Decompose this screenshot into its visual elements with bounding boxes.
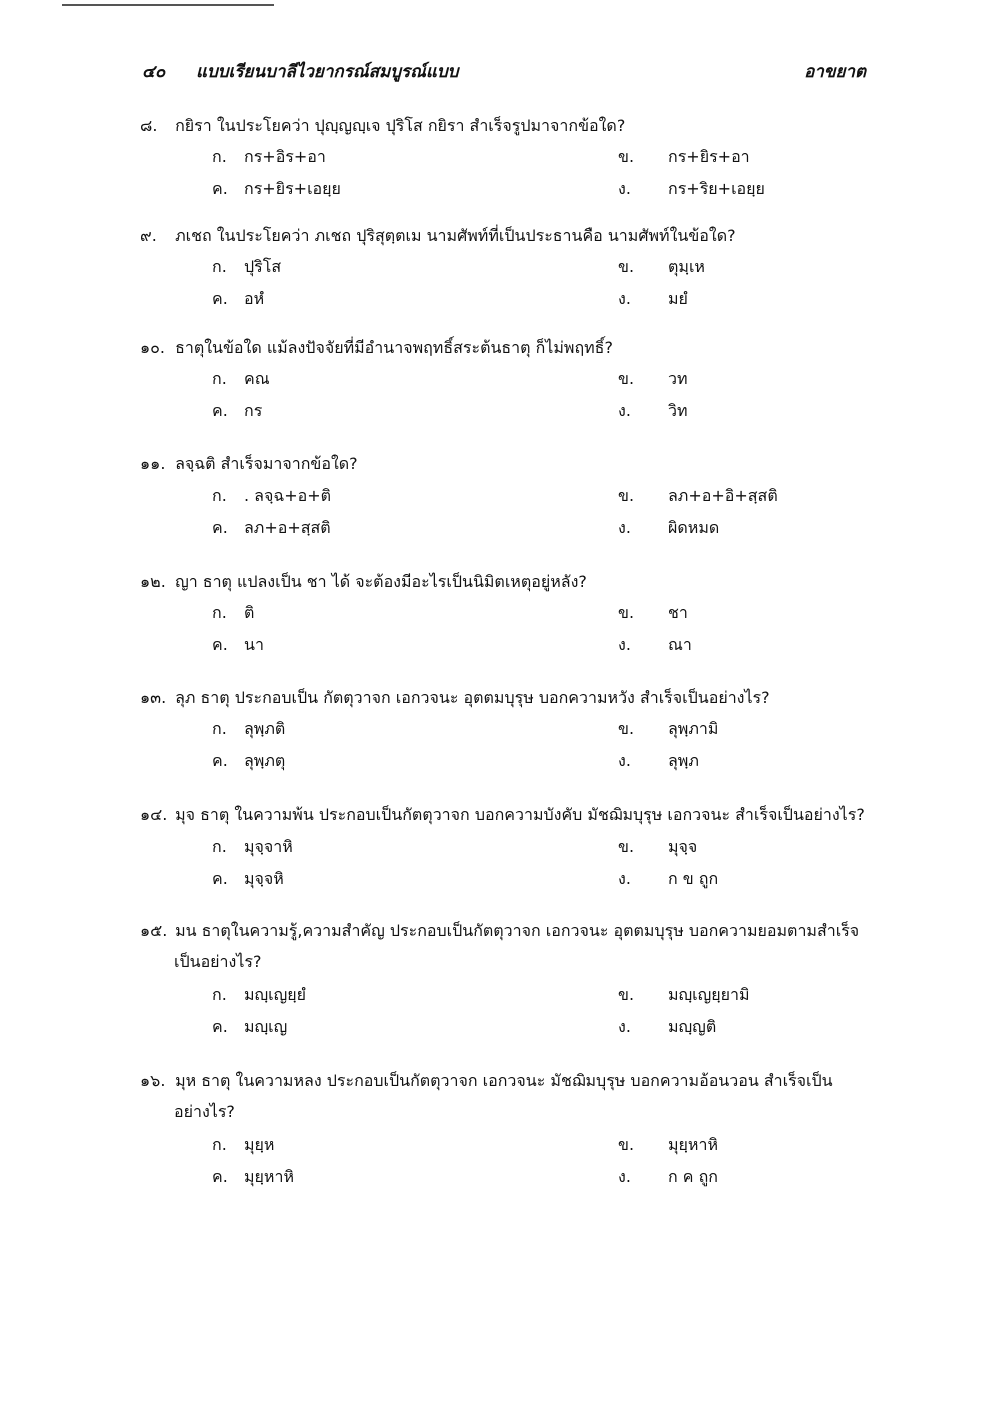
option-a (212, 1129, 274, 1161)
option-d (618, 1161, 718, 1193)
option-text: มญฺเญยฺยามิ (668, 985, 750, 1004)
question-continuation: เป็นอย่างไร? (174, 952, 262, 971)
option-text: ลุพฺภติ (244, 719, 286, 738)
question-text (140, 566, 860, 598)
option-d (618, 629, 692, 661)
option-text: มญฺเญ (244, 1017, 288, 1036)
option-b (618, 1129, 718, 1161)
option-text: มุจฺจาหิ (244, 837, 293, 856)
option-text: ลภ+อ+อิ+สฺสติ (668, 486, 778, 505)
option-text: กร+ยิร+อา (668, 147, 750, 166)
option-label: ง. (618, 518, 631, 537)
option-text: นา (244, 635, 264, 654)
option-text: ลุพฺภตุ (244, 751, 286, 770)
option-c (212, 173, 341, 205)
option-text: กร+อิร+อา (244, 147, 326, 166)
option-label: ก. (212, 603, 227, 622)
option-a (212, 251, 281, 283)
option-label: ง. (618, 635, 631, 654)
option-text: ลุพฺภามิ (668, 719, 719, 738)
book-title: แบบเรียนบาลีไวยากรณ์สมบูรณ์แบบ (196, 62, 459, 82)
option-label: ข. (618, 719, 635, 738)
option-label: ง. (618, 751, 631, 770)
page-number: ๔๐ (142, 62, 166, 82)
option-label: ค. (212, 401, 228, 420)
option-label: ค. (212, 179, 228, 198)
option-d (618, 745, 699, 777)
option-label: ง. (618, 1017, 631, 1036)
question-continuation: อย่างไร? (174, 1102, 235, 1121)
option-b (618, 363, 688, 395)
option-text: กร+ยิร+เอยฺย (244, 179, 341, 198)
option-text: มุจฺจ (668, 837, 698, 856)
option-text: มุจฺจหิ (244, 869, 284, 888)
option-d (618, 283, 688, 315)
option-label: ก. (212, 147, 227, 166)
option-text: มุยฺหาหิ (244, 1167, 294, 1186)
option-text: วิท (668, 401, 688, 420)
option-text: ก ค ถูก (668, 1167, 718, 1186)
option-label: ง. (618, 289, 631, 308)
option-label: ก. (212, 985, 227, 1004)
option-label: ค. (212, 289, 228, 308)
option-text: มญฺเญยฺยํ (244, 985, 307, 1004)
question-number: ๑๒. (140, 572, 166, 591)
question-number: ๙. (140, 226, 157, 245)
option-label: ง. (618, 1167, 631, 1186)
option-c (212, 1011, 287, 1043)
question-number: ๑๐. (140, 338, 166, 357)
question-text (140, 448, 860, 480)
option-b (618, 480, 778, 512)
option-label: ข. (618, 147, 635, 166)
option-d (618, 173, 765, 205)
question-text (140, 799, 865, 831)
option-d (618, 863, 718, 895)
option-label: ง. (618, 179, 631, 198)
option-c (212, 512, 331, 544)
option-label: ค. (212, 518, 228, 537)
option-text: ณา (668, 635, 692, 654)
option-text: ชา (668, 603, 688, 622)
option-text: มุยฺหาหิ (668, 1135, 718, 1154)
question-prompt: มน ธาตุในความรู้,ความสำคัญ ประกอบเป็นกัตตุวาจก เอกวจนะ อุตตมบุรุษ บอกความยอมตามสำเร็จ (175, 921, 860, 940)
option-label: ค. (212, 635, 228, 654)
option-c (212, 395, 262, 427)
option-text: มยํ (668, 289, 688, 308)
option-b (618, 251, 705, 283)
question-text (140, 915, 860, 947)
option-label: ก. (212, 719, 227, 738)
option-b (618, 141, 750, 173)
option-text: มญฺญติ (668, 1017, 717, 1036)
option-text: ติ (244, 603, 255, 622)
option-label: ง. (618, 869, 631, 888)
option-text: ปุริโส (244, 257, 282, 276)
question-text (140, 332, 860, 364)
question-prompt: ลจฺฉติ สำเร็จมาจากข้อใด? (175, 454, 358, 473)
option-a (212, 713, 285, 745)
chapter-title: อาขยาต (804, 62, 866, 82)
option-text: ก ข ถูก (668, 869, 719, 888)
question-number: ๑๖. (140, 1071, 166, 1090)
option-text: มุยฺห (244, 1135, 275, 1154)
question-prompt: มุห ธาตุ ในความหลง ประกอบเป็นกัตตุวาจก เอกวจนะ มัชฌิมบุรุษ บอกความอ้อนวอน สำเร็จเป็น (175, 1071, 833, 1090)
option-label: ค. (212, 869, 228, 888)
option-label: ค. (212, 1017, 228, 1036)
option-label: ข. (618, 369, 635, 388)
option-text: . ลจฺฉ+อ+ติ (244, 486, 332, 505)
option-label: ข. (618, 603, 635, 622)
option-a (212, 480, 331, 512)
question-text (140, 220, 860, 252)
option-d (618, 1011, 716, 1043)
option-b (618, 979, 750, 1011)
question-text (140, 682, 860, 714)
question-text (140, 1065, 860, 1097)
option-d (618, 512, 719, 544)
option-label: ง. (618, 401, 631, 420)
option-label: ก. (212, 486, 227, 505)
option-text: ผิดหมด (668, 518, 720, 537)
option-c (212, 745, 285, 777)
question-prompt: ภเชถ ในประโยคว่า ภเชถ ปุริสุตฺตเม นามศัพท์ที่เป็นประธานคือ นามศัพท์ในข้อใด? (175, 226, 736, 245)
option-label: ข. (618, 837, 635, 856)
option-c (212, 863, 284, 895)
option-label: ก. (212, 1135, 227, 1154)
question-prompt: มุจ ธาตุ ในความพ้น ประกอบเป็นกัตตุวาจก บอกความบังคับ มัชฌิมบุรุษ เอกวจนะ สำเร็จเป็นอย่างไร? (175, 805, 865, 824)
option-label: ค. (212, 1167, 228, 1186)
option-label: ข. (618, 1135, 635, 1154)
option-text: อหํ (244, 289, 265, 308)
question-number: ๘. (140, 116, 158, 135)
top-rule (62, 4, 274, 6)
question-number: ๑๓. (140, 688, 167, 707)
question-prompt: ธาตุในข้อใด แม้ลงปัจจัยที่มีอำนาจพฤทธิ์สระต้นธาตุ ก็ไม่พฤทธิ์? (175, 338, 613, 357)
option-a (212, 831, 293, 863)
option-a (212, 979, 306, 1011)
option-c (212, 283, 264, 315)
option-b (618, 831, 697, 863)
option-a (212, 363, 270, 395)
option-text: วท (668, 369, 688, 388)
question-prompt: กยิรา ในประโยคว่า ปุญฺญญฺเจ ปุริโส กยิรา สำเร็จรูปมาจากข้อใด? (175, 116, 626, 135)
option-text: ลุพฺภ (668, 751, 699, 770)
option-text: ตุมฺเห (668, 257, 705, 276)
option-a (212, 141, 326, 173)
option-label: ข. (618, 985, 635, 1004)
option-label: ค. (212, 751, 228, 770)
question-number: ๑๕. (140, 921, 168, 940)
option-label: ข. (618, 257, 635, 276)
option-text: คณ (244, 369, 270, 388)
option-text: กร (244, 401, 263, 420)
option-label: ข. (618, 486, 635, 505)
option-label: ก. (212, 369, 227, 388)
option-d (618, 395, 688, 427)
question-number: ๑๔. (140, 805, 168, 824)
option-label: ก. (212, 257, 227, 276)
question-text (140, 110, 860, 142)
question-prompt: ลุภ ธาตุ ประกอบเป็น กัตตุวาจก เอกวจนะ อุตตมบุรุษ บอกความหวัง สำเร็จเป็นอย่างไร? (175, 688, 770, 707)
option-text: กร+ริย+เอยฺย (668, 179, 765, 198)
option-b (618, 597, 688, 629)
page-header (0, 58, 1000, 86)
option-c (212, 1161, 294, 1193)
question-prompt: ญา ธาตุ แปลงเป็น ชา ได้ จะต้องมีอะไรเป็นนิมิตเหตุอยู่หลัง? (175, 572, 587, 591)
option-label: ก. (212, 837, 227, 856)
question-number: ๑๑. (140, 454, 166, 473)
option-text: ลภ+อ+สฺสติ (244, 518, 331, 537)
option-b (618, 713, 718, 745)
option-c (212, 629, 264, 661)
option-a (212, 597, 254, 629)
